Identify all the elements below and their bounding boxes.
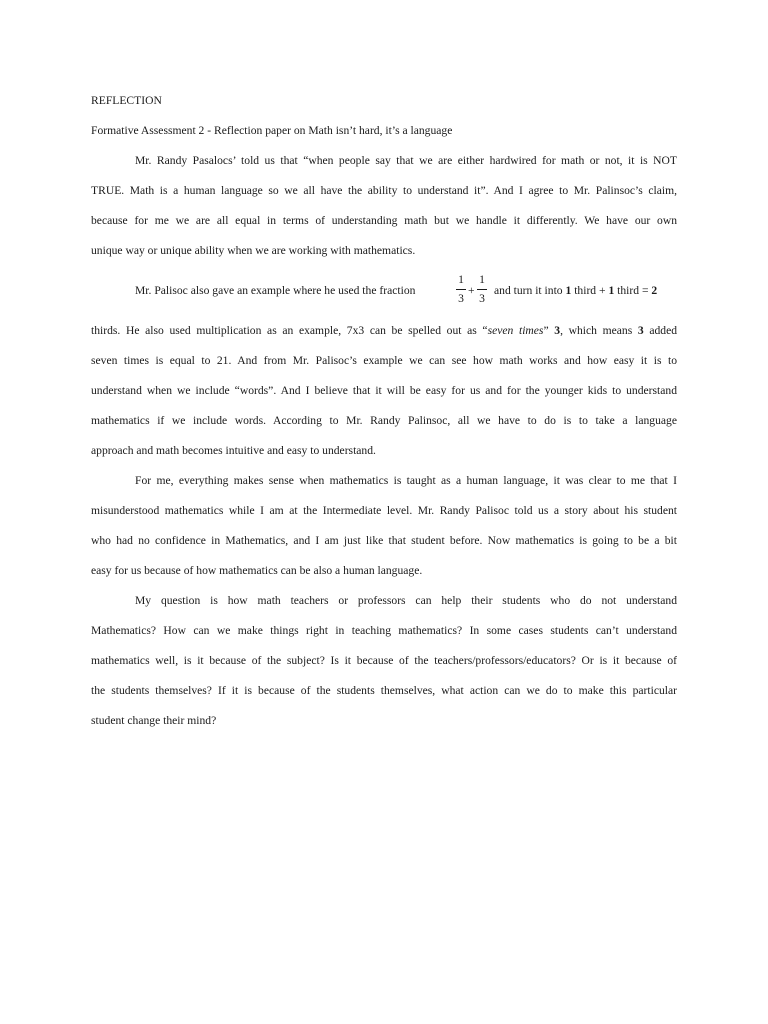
- text-segment: thirds. He also used multiplication as an example, 7x3 can be spelled out as “: [91, 324, 488, 337]
- document-subtitle: Formative Assessment 2 - Reflection paper on Math isn’t hard, it’s a language: [91, 124, 453, 137]
- paragraph-4-line: Mathematics? How can we make things right in teaching mathematics? In some cases students can’t understand: [91, 624, 677, 637]
- paragraph-2-line: seven times is equal to 21. And from Mr. Palisoc’s example we can see how math works and how easy it is to: [91, 354, 677, 367]
- italic-text: seven times: [487, 324, 544, 337]
- fraction-denominator: 3: [458, 292, 464, 305]
- fraction-numerator: 1: [479, 273, 485, 286]
- paragraph-4-line: student change their mind?: [91, 714, 217, 727]
- plus-sign: +: [468, 284, 475, 297]
- paragraph-1-line: TRUE. Math is a human language so we all have the ability to understand it”. And I agree to Mr. Palinsoc’s claim,: [91, 184, 677, 197]
- fraction-one-third: [477, 273, 487, 307]
- fraction-numerator: 1: [458, 273, 464, 286]
- text-segment: , which means: [560, 324, 638, 337]
- fraction-bar: [477, 289, 487, 290]
- bold-number: 1: [608, 284, 615, 297]
- fraction-denominator: 3: [479, 292, 485, 305]
- paragraph-2-line: mathematics if we include words. According to Mr. Randy Palinsoc, all we have to do is to take a language: [91, 414, 677, 427]
- fraction-bar: [456, 289, 466, 290]
- fraction-example-line: [91, 273, 691, 309]
- text-segment: third =: [617, 284, 649, 297]
- paragraph-1-line: because for me we are all equal in terms of understanding math but we handle it differently. We have our own: [91, 214, 677, 227]
- text-segment: added: [643, 324, 678, 337]
- fraction-intro-text: Mr. Palisoc also gave an example where he used the fraction: [135, 284, 416, 297]
- bold-number: 1: [565, 284, 572, 297]
- paragraph-3-line: For me, everything makes sense when mathematics is taught as a human language, it was clear to me that I: [135, 474, 677, 487]
- paragraph-3-line: easy for us because of how mathematics can be also a human language.: [91, 564, 423, 577]
- fraction-one-third: [456, 273, 466, 307]
- paragraph-3-line: misunderstood mathematics while I am at the Intermediate level. Mr. Randy Palisoc told us a story about his student: [91, 504, 677, 517]
- bold-number: 3: [554, 324, 561, 337]
- paragraph-2-line: understand when we include “words”. And I believe that it will be easy for us and for the younger kids to understand: [91, 384, 677, 397]
- paragraph-1-line: unique way or unique ability when we are working with mathematics.: [91, 244, 416, 257]
- bold-number: 2: [651, 284, 658, 297]
- text-segment: third +: [574, 284, 606, 297]
- paragraph-3-line: who had no confidence in Mathematics, and I am just like that student before. Now mathematics is going to be a bit: [91, 534, 677, 547]
- bold-number: 3: [637, 324, 644, 337]
- paragraph-4-line: My question is how math teachers or professors can help their students who do not understand: [135, 594, 677, 607]
- fraction-result-text: [494, 284, 657, 298]
- paragraph-2-line: approach and math becomes intuitive and easy to understand.: [91, 444, 376, 457]
- paragraph-4-line: mathematics well, is it because of the subject? Is it because of the teachers/professors/educators? Or is it because of: [91, 654, 677, 667]
- paragraph-2-line: [91, 324, 677, 338]
- document-heading: REFLECTION: [91, 94, 162, 107]
- text-segment: and turn it into: [494, 284, 563, 297]
- paragraph-1-line: Mr. Randy Pasalocs’ told us that “when people say that we are either hardwired for math or not, it is NOT: [135, 154, 677, 167]
- paragraph-4-line: the students themselves? If it is because of the students themselves, what action can we do to make this particular: [91, 684, 677, 697]
- text-segment: ”: [543, 324, 555, 337]
